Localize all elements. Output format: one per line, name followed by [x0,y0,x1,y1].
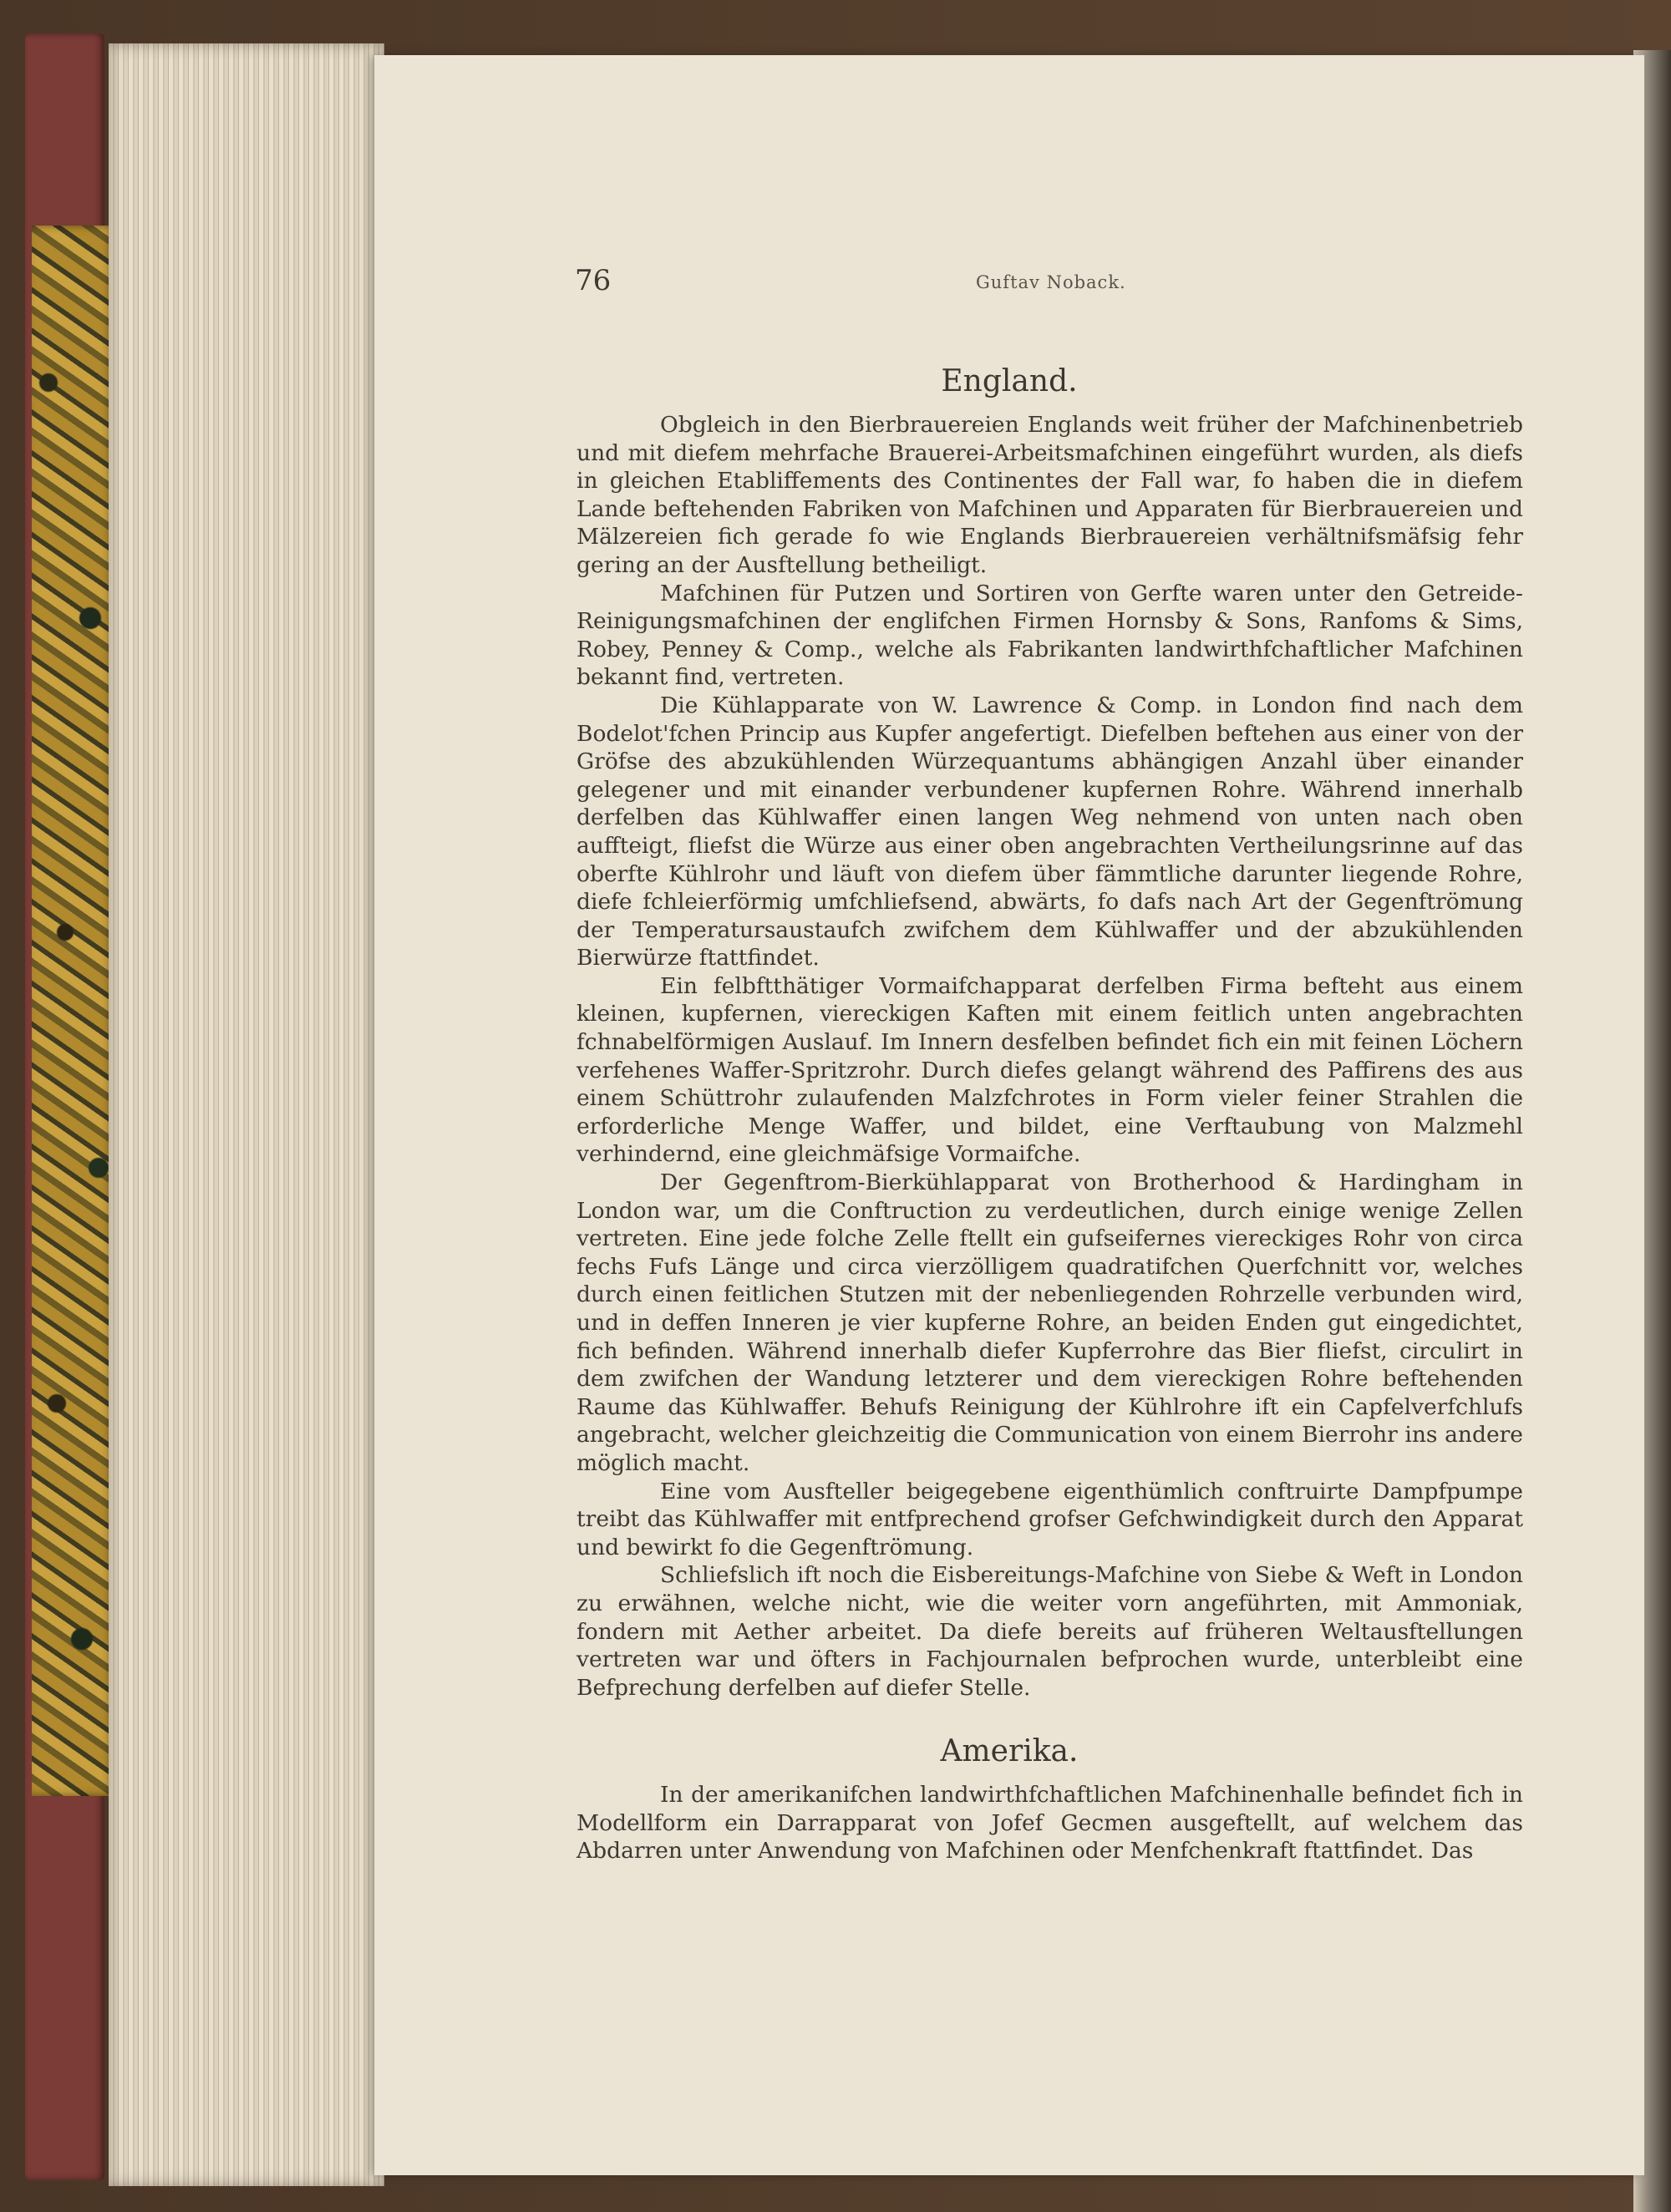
book-page [374,55,1644,2175]
paragraph: Obgleich in den Bierbrauereien Englands weit früher der Mafchinenbetrieb und mit diefem mehrfache Brauerei-Arbeitsmafchinen eingeführt wurden, als diefs in gleichen Etabliffements des Continentes der Fall war, fo haben die in diefem Lande beftehenden Fabriken von Mafchinen und Apparaten für Bierbrauereien und Mälzereien fich gerade fo wie Englands Bierbrauereien verhältnifsmäfsig fehr gering an der Ausftellung betheiligt. [576,412,1523,578]
paragraph: Die Kühlapparate von W. Lawrence & Comp. in London find nach dem Bodelot'fchen Princip aus Kupfer angefertigt. Diefelben beftehen aus einer von der Gröfse des abzukühlenden Würzequantums abhängigen Anzahl über einander gelegener und mit einander verbundener kupfernen Rohre. Während innerhalb derfelben das Kühlwaffer einen langen Weg nehmend von unten nach oben auffteigt, fliefst die Würze aus einer oben angebrachten Vertheilungsrinne auf das oberfte Kühlrohr und läuft von diefem über fämmtliche darunter liegende Rohre, diefe fchleierförmig umfchliefsend, abwärts, fo dafs nach Art der Gegenftrömung der Temperatursaustaufch zwifchem dem Kühlwaffer und der abzukühlenden Bierwürze ftattfindet. [576,692,1523,972]
paragraph: Der Gegenftrom-Bierkühlapparat von Brotherhood & Hardingham in London war, um die Conftruction zu verdeutlichen, durch einige wenige Zellen vertreten. Eine jede folche Zelle ftellt ein gufseifernes viereckiges Rohr von circa fechs Fufs Länge und circa vierzölligem quadratifchen Querfchnitt vor, welches durch einen feitlichen Stutzen mit der nebenliegenden Rohrzelle verbunden wird, und in deffen Inneren je vier kupferne Rohre, an beiden Enden gut eingedichtet, fich befinden. Während innerhalb diefer Kupferrohre das Bier fliefst, circulirt in dem zwifchen der Wandung letzterer und dem viereckigen Rohre beftehenden Raume das Kühlwaffer. Behufs Reinigung der Kühlrohre ift ein Capfelverfchlufs angebracht, welcher gleichzeitig die Communication von einem Bierrohr ins andere möglich macht. [576,1169,1523,1476]
paragraph: Eine vom Ausfteller beigegebene eigenthümlich conftruirte Dampfpumpe treibt das Kühlwaffer mit entfprechend grofser Gefchwindigkeit durch den Apparat und bewirkt fo die Gegenftrömung. [576,1478,1523,1560]
page-header [374,264,1644,306]
section-title-amerika: Amerika. [940,1734,1079,1768]
paragraph: Schliefslich ift noch die Eisbereitungs-Mafchine von Siebe & Weft in London zu erwähnen, welche nicht, wie die weiter vorn angeführten, mit Ammoniak, fondern mit Aether arbeitet. Da diefe bereits auf früheren Weltausftellungen vertreten war und öfters in Fachjournalen befprochen wurde, unterbleibt eine Befprechung derfelben auf diefer Stelle. [576,1562,1523,1701]
page-stack-edge [109,43,384,2186]
page-number: 76 [575,264,612,297]
marbled-endpaper [32,226,115,1796]
paragraph: In der amerikanifchen landwirthfchaftlichen Mafchinenhalle befindet fich in Modellform ein Darrapparat von Jofef Gecmen ausgeftellt, auf welchem das Abdarren unter Anwendung von Mafchinen oder Menfchenkraft ftattfindet. Das [576,1782,1523,1864]
section-body-amerika [576,1781,1523,1865]
paragraph: Mafchinen für Putzen und Sortiren von Gerfte waren unter den Getreide-Reinigungsmafchinen der englifchen Firmen Hornsby & Sons, Ranfoms & Sims, Robey, Penney & Comp., welche als Fabrikanten landwirthfchaftlicher Mafchinen bekannt find, vertreten. [576,580,1523,691]
paragraph: Ein felbftthätiger Vormaifchapparat derfelben Firma befteht aus einem kleinen, kupfernen, viereckigen Kaften mit einem feitlich unten angebrachten fchnabelförmigen Auslauf. Im Innern desfelben befindet fich ein mit feinen Löchern verfehenes Waffer-Spritzrohr. Durch diefes gelangt während des Paffirens des aus einem Schüttrohr zulaufenden Malzfchrotes in Form vieler feiner Strahlen die erforderliche Menge Waffer, und bildet, eine Verftaubung von Malzmehl verhindernd, eine gleichmäfsige Vormaifche. [576,972,1523,1168]
section-title-england: England. [941,364,1078,398]
section-body-england [576,411,1523,1702]
running-head: Guftav Noback. [976,272,1126,292]
